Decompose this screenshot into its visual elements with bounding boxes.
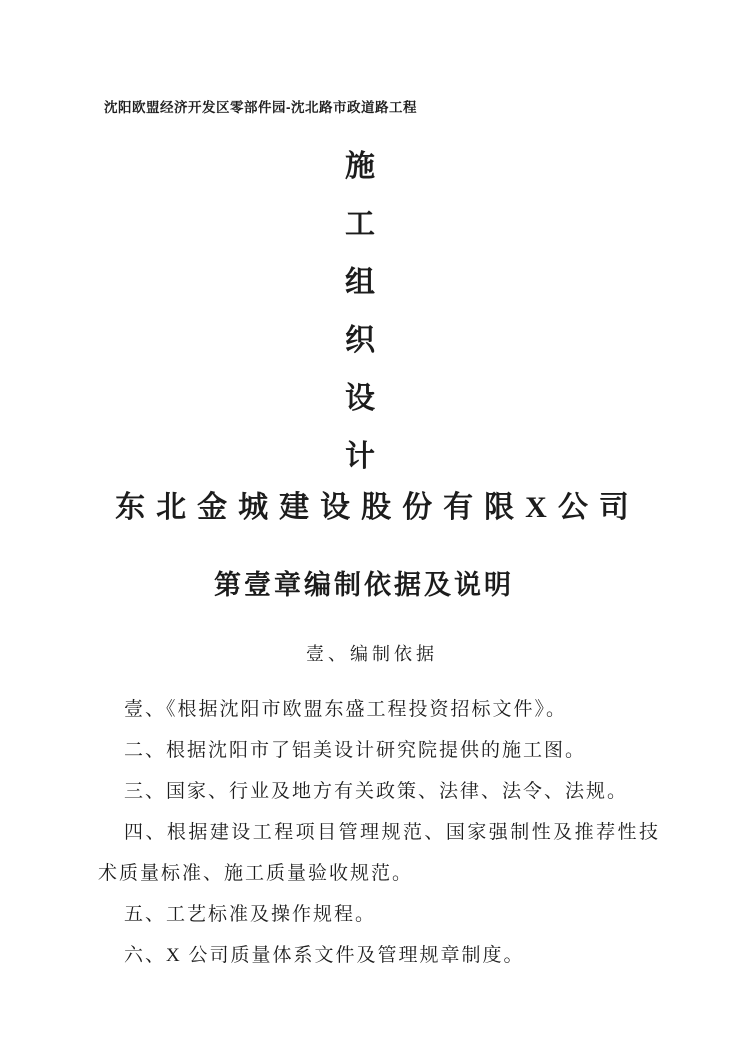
list-item: 五、工艺标准及操作规程。 <box>124 904 377 925</box>
vertical-title-char-3: 组 <box>345 266 375 299</box>
vertical-title-char-4: 织 <box>345 324 375 357</box>
section-title: 壹、编制依据 <box>306 644 438 664</box>
project-header-text: 沈阳欧盟经济开发区零部件园-沈北路市政道路工程 <box>104 100 417 115</box>
company-name: 东北金城建设股份有限X公司 <box>115 491 640 524</box>
vertical-title-char-6: 计 <box>345 440 375 473</box>
vertical-title-char-1: 施 <box>345 150 375 183</box>
vertical-title-char-2: 工 <box>345 208 375 241</box>
list-item: 三、国家、行业及地方有关政策、法律、法令、法规。 <box>124 781 629 802</box>
list-item: 壹、《根据沈阳市欧盟东盛工程投资招标文件》。 <box>124 699 568 720</box>
list-item: 四、根据建设工程项目管理规范、国家强制性及推荐性技术质量标准、施工质量验收规范。 <box>98 822 660 884</box>
vertical-title-char-5: 设 <box>345 382 375 415</box>
reference-list <box>98 689 660 976</box>
chapter-title: 第壹章编制依据及说明 <box>214 570 514 600</box>
list-item: 二、根据沈阳市了铝美设计研究院提供的施工图。 <box>124 740 587 761</box>
list-item: 六、X 公司质量体系文件及管理规章制度。 <box>124 945 525 966</box>
vertical-title <box>0 138 732 486</box>
